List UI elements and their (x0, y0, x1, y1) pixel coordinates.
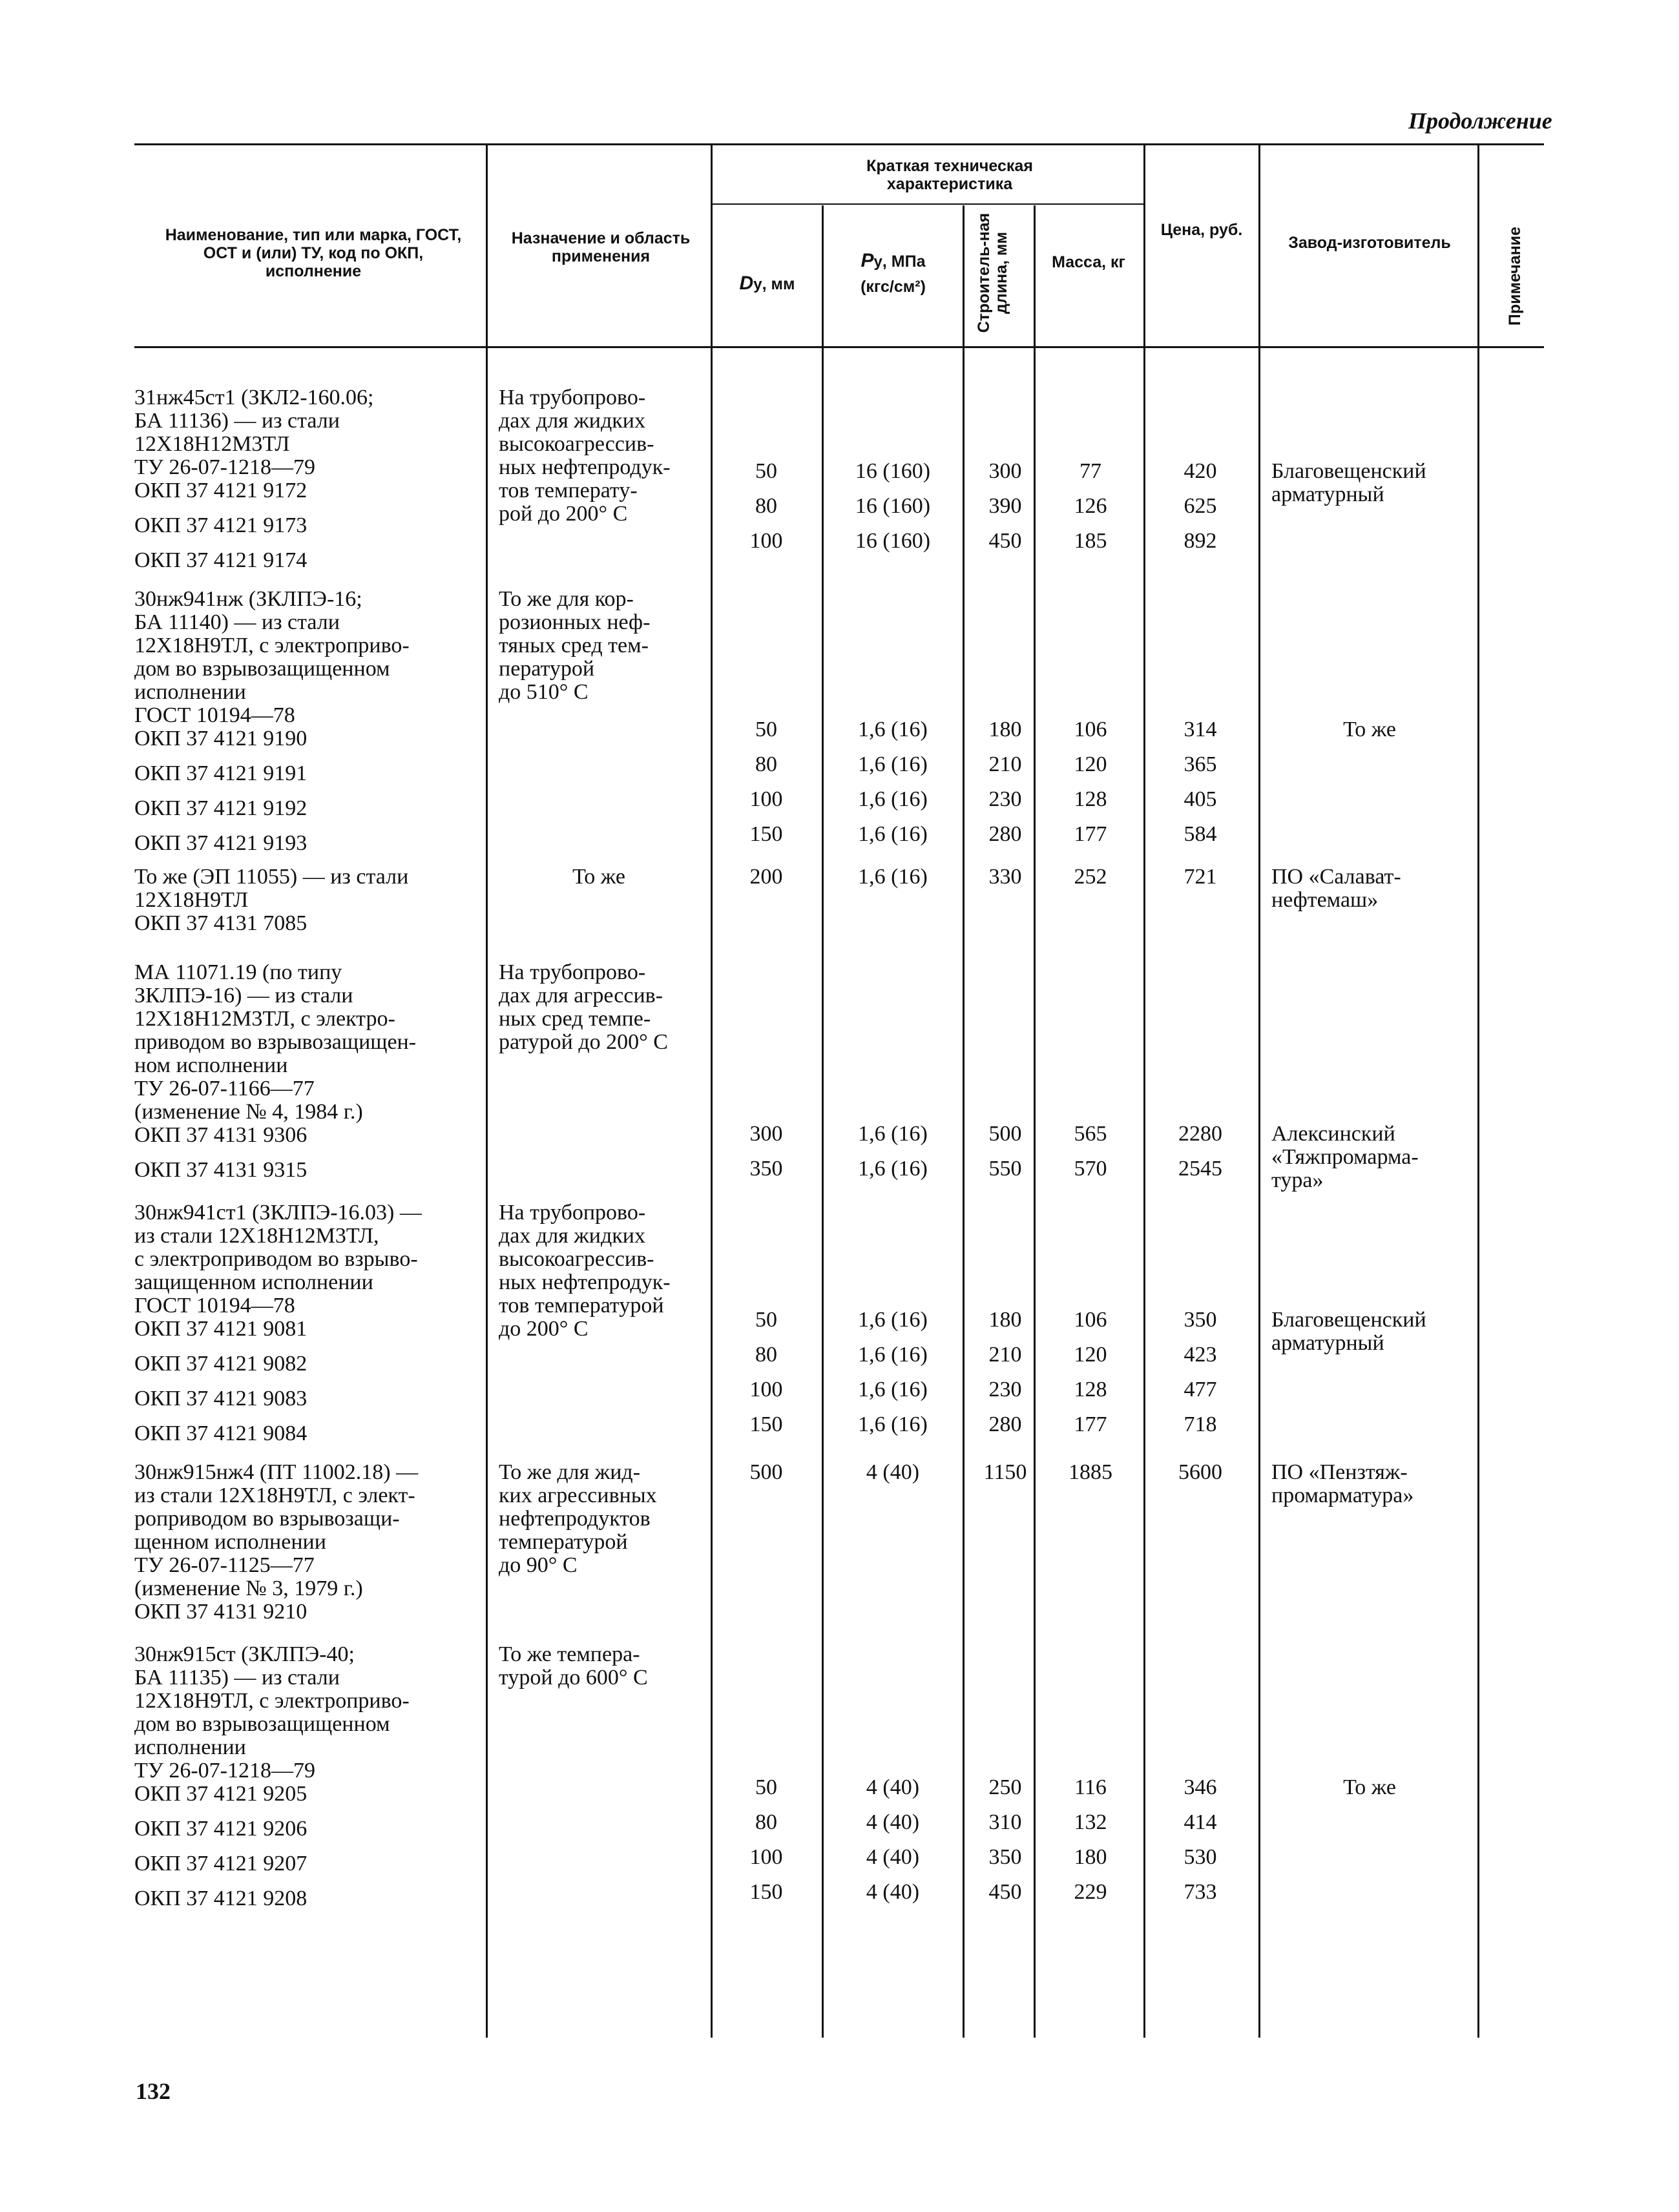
maker-line: Благовещенский (1271, 1308, 1426, 1332)
dy-value: 300 (749, 1122, 783, 1146)
item-name-line: ТУ 26-07-1218—79 (134, 455, 315, 479)
dy-subscript: у (753, 276, 762, 293)
dy-value: 150 (749, 822, 783, 846)
purpose-line: розионных неф- (499, 610, 651, 634)
py-value: 16 (160) (855, 494, 931, 518)
purpose-line: высокоагрессив- (499, 432, 654, 456)
item-name-line: 12Х18Н9ТЛ, с электроприво- (134, 634, 410, 657)
py-value: 1,6 (16) (858, 822, 928, 846)
item-name-line: БА 11140) — из стали (134, 610, 340, 634)
price-value: 2545 (1178, 1157, 1222, 1181)
length-value: 230 (988, 1378, 1022, 1401)
price-value: 405 (1184, 787, 1217, 811)
col-divider (711, 145, 713, 2038)
length-value: 230 (988, 787, 1022, 811)
item-name-line: приводом во взрывозащищен- (134, 1030, 417, 1054)
dy-value: 50 (755, 1775, 777, 1799)
py-value: 1,6 (16) (858, 1378, 928, 1401)
okp-code: ОКП 37 4121 9206 (134, 1817, 308, 1841)
length-value: 330 (988, 865, 1022, 889)
header-price: Цена, руб. (1160, 221, 1243, 239)
length-value: 310 (988, 1810, 1022, 1834)
subheader-rule (711, 203, 1143, 205)
dy-symbol: D (739, 273, 754, 294)
price-value: 346 (1184, 1775, 1217, 1799)
py-value: 16 (160) (855, 459, 931, 483)
length-value: 500 (988, 1122, 1022, 1146)
purpose-line: нефтепродуктов (499, 1507, 651, 1531)
item-name-line: 12Х18Н9ТЛ (134, 888, 249, 912)
length-value: 280 (988, 1412, 1022, 1436)
okp-code: ОКП 37 4121 9081 (134, 1317, 308, 1341)
purpose-line: высокоагрессив- (499, 1247, 654, 1271)
py-value: 4 (40) (866, 1810, 920, 1834)
py-unit: , МПа (882, 253, 926, 271)
dy-value: 100 (749, 529, 783, 553)
item-name-line: 31нж45ст1 (ЗКЛ2-160.06; (134, 386, 374, 409)
purpose-line: турой до 600° С (499, 1666, 648, 1690)
okp-code: ОКП 37 4121 9083 (134, 1387, 308, 1411)
purpose-line: То же для жид- (499, 1460, 641, 1484)
maker-line: Благовещенский (1271, 459, 1426, 483)
mass-value: 77 (1079, 459, 1101, 483)
okp-code: ОКП 37 4131 9315 (134, 1158, 308, 1182)
length-value: 390 (988, 494, 1022, 518)
item-name-line: с электроприводом во взрыво- (134, 1247, 418, 1271)
item-name-line: 12Х18Н9ТЛ, с электроприво- (134, 1689, 410, 1713)
price-value: 423 (1184, 1343, 1217, 1367)
maker-line: промарматура» (1271, 1483, 1414, 1507)
mass-value: 126 (1074, 494, 1107, 518)
mass-value: 120 (1074, 752, 1107, 776)
length-value: 250 (988, 1775, 1022, 1799)
maker-line: тура» (1271, 1168, 1324, 1192)
purpose-line: до 510° С (499, 680, 589, 704)
length-value: 210 (988, 1343, 1022, 1367)
item-name-line: роприводом во взрывозащи- (134, 1507, 400, 1531)
mass-value: 132 (1074, 1810, 1107, 1834)
price-value: 420 (1184, 459, 1217, 483)
header-bottom-rule (134, 346, 1544, 348)
okp-code: ОКП 37 4121 9208 (134, 1886, 308, 1910)
dy-value: 100 (749, 1378, 783, 1401)
item-name-line: ЗКЛПЭ-16) — из стали (134, 984, 353, 1008)
py-value: 1,6 (16) (858, 718, 928, 741)
okp-code: ОКП 37 4131 9306 (134, 1123, 308, 1147)
okp-code: ОКП 37 4121 9084 (134, 1421, 308, 1445)
okp-code: ОКП 37 4121 9193 (134, 831, 308, 855)
dy-value: 200 (749, 865, 783, 889)
price-value: 584 (1184, 822, 1217, 846)
maker-line: арматурный (1271, 1331, 1384, 1355)
purpose-line: То же для кор- (499, 587, 634, 611)
py-value: 1,6 (16) (858, 1343, 928, 1367)
item-name-line: 12Х18Н12М3ТЛ (134, 432, 290, 456)
mass-value: 116 (1074, 1775, 1107, 1799)
dy-value: 350 (749, 1157, 783, 1181)
length-value: 180 (988, 718, 1022, 741)
length-value: 210 (988, 752, 1022, 776)
py-value: 16 (160) (855, 529, 931, 553)
price-value: 314 (1184, 718, 1217, 741)
purpose-line: ных нефтепродук- (499, 1270, 671, 1294)
py-value: 4 (40) (866, 1880, 920, 1904)
dy-value: 50 (755, 1308, 777, 1332)
okp-code: ОКП 37 4121 9173 (134, 513, 308, 537)
purpose-line: рой до 200° С (499, 502, 628, 526)
py-value: 1,6 (16) (858, 865, 928, 889)
item-name-line: дом во взрывозащищенном (134, 1712, 390, 1736)
length-value: 280 (988, 822, 1022, 846)
py-value: 4 (40) (866, 1775, 920, 1799)
py-value: 1,6 (16) (858, 752, 928, 776)
dy-value: 100 (749, 787, 783, 811)
item-name-line: ГОСТ 10194—78 (134, 1294, 295, 1318)
py-symbol: P (860, 250, 874, 271)
mass-value: 177 (1074, 1412, 1107, 1436)
mass-value: 106 (1074, 718, 1107, 741)
purpose-line: пературой (499, 657, 595, 681)
header-py (827, 252, 959, 296)
col-divider (1143, 145, 1145, 2038)
header-brief: Краткая техническая характеристика (866, 157, 1033, 193)
py-value: 1,6 (16) (858, 1308, 928, 1332)
item-name-line: защищенном исполнении (134, 1270, 373, 1294)
okp-code: ОКП 37 4121 9172 (134, 479, 308, 502)
purpose-line: То же (572, 865, 625, 889)
purpose-line: тяных сред тем- (499, 634, 649, 657)
dy-value: 500 (749, 1460, 783, 1484)
dy-value: 50 (755, 459, 777, 483)
purpose-line: ных нефтепродук- (499, 455, 671, 479)
header-dy (717, 274, 817, 294)
header-name: Наименование, тип или марка, ГОСТ, ОСТ и (или) ТУ, код по ОКП, исполнение (165, 226, 462, 280)
item-name-line: ОКП 37 4131 9210 (134, 1600, 308, 1624)
dy-value: 80 (755, 752, 777, 776)
item-name-line: (изменение № 3, 1979 г.) (134, 1576, 363, 1600)
purpose-line: до 200° С (499, 1317, 589, 1341)
py-value: 1,6 (16) (858, 1157, 928, 1181)
dy-value: 150 (749, 1880, 783, 1904)
item-name-line: из стали 12Х18Н12М3ТЛ, (134, 1224, 379, 1248)
py-value: 1,6 (16) (858, 1122, 928, 1146)
mass-value: 177 (1074, 822, 1107, 846)
okp-code: ОКП 37 4121 9190 (134, 727, 308, 750)
price-value: 721 (1184, 865, 1217, 889)
item-name-line: ОКП 37 4131 7085 (134, 911, 308, 935)
price-value: 5600 (1178, 1460, 1222, 1484)
continuation-label: Продолжение (1408, 108, 1552, 134)
purpose-line: дах для жидких (499, 409, 645, 433)
okp-code: ОКП 37 4121 9082 (134, 1352, 308, 1376)
item-name-line: 30нж915нж4 (ПТ 11002.18) — (134, 1460, 419, 1484)
col-divider (1258, 145, 1260, 2038)
mass-value: 106 (1074, 1308, 1107, 1332)
dy-value: 80 (755, 494, 777, 518)
mass-value: 565 (1074, 1122, 1107, 1146)
maker-line: То же (1343, 718, 1396, 741)
item-name-line: БА 11136) — из стали (134, 409, 340, 433)
maker-line: «Тяжпромарма- (1271, 1145, 1419, 1169)
length-value: 1150 (983, 1460, 1027, 1484)
header-mass: Масса, кг (1052, 253, 1125, 271)
dy-unit: , мм (762, 275, 795, 293)
item-name-line: щенном исполнении (134, 1530, 326, 1554)
mass-value: 1885 (1069, 1460, 1112, 1484)
price-value: 530 (1184, 1845, 1217, 1869)
header-length: Строитель-ная длина, мм (975, 212, 1010, 333)
py-value: 1,6 (16) (858, 787, 928, 811)
mass-value: 252 (1074, 865, 1107, 889)
mass-value: 180 (1074, 1845, 1107, 1869)
purpose-line: На трубопрово- (499, 386, 646, 409)
maker-line: нефтемаш» (1271, 888, 1379, 912)
length-value: 180 (988, 1308, 1022, 1332)
length-value: 350 (988, 1845, 1022, 1869)
col-divider (1477, 145, 1479, 2038)
item-name-line: 30нж915ст (ЗКЛПЭ-40; (134, 1642, 355, 1666)
mass-value: 128 (1074, 1378, 1107, 1401)
item-name-line: исполнении (134, 680, 246, 704)
py-value: 4 (40) (866, 1845, 920, 1869)
item-name-line: 30нж941ст1 (ЗКЛПЭ-16.03) — (134, 1201, 422, 1225)
mass-value: 128 (1074, 787, 1107, 811)
okp-code: ОКП 37 4121 9207 (134, 1852, 308, 1876)
price-value: 718 (1184, 1412, 1217, 1436)
item-name-line: дом во взрывозащищенном (134, 657, 390, 681)
okp-code: ОКП 37 4121 9192 (134, 796, 308, 820)
price-value: 2280 (1178, 1122, 1222, 1146)
price-value: 733 (1184, 1880, 1217, 1904)
purpose-line: ных сред темпе- (499, 1007, 651, 1031)
length-value: 550 (988, 1157, 1022, 1181)
purpose-line: тов температурой (499, 1294, 664, 1318)
maker-line: Алексинский (1271, 1122, 1395, 1146)
item-name-line: ТУ 26-07-1125—77 (134, 1553, 315, 1577)
col-divider (486, 145, 488, 2038)
purpose-line: ратурой до 200° С (499, 1030, 668, 1054)
py-subscript: у (873, 253, 882, 271)
item-name-line: 30нж941нж (ЗКЛПЭ-16; (134, 587, 362, 611)
price-value: 350 (1184, 1308, 1217, 1332)
maker-line: То же (1343, 1775, 1396, 1799)
py-unit-alt: (кгс/см²) (860, 278, 926, 296)
dy-value: 100 (749, 1845, 783, 1869)
item-name-line: 12Х18Н12М3ТЛ, с электро- (134, 1007, 395, 1031)
price-value: 477 (1184, 1378, 1217, 1401)
dy-value: 50 (755, 718, 777, 741)
okp-code: ОКП 37 4121 9174 (134, 548, 308, 572)
price-value: 892 (1184, 529, 1217, 553)
header-note: Примечание (1506, 226, 1524, 326)
py-value: 1,6 (16) (858, 1412, 928, 1436)
purpose-line: На трубопрово- (499, 1201, 646, 1225)
purpose-line: дах для агрессив- (499, 984, 663, 1008)
price-value: 625 (1184, 494, 1217, 518)
mass-value: 570 (1074, 1157, 1107, 1181)
length-value: 450 (988, 529, 1022, 553)
item-name-line: ГОСТ 10194—78 (134, 703, 295, 727)
item-name-line: МА 11071.19 (по типу (134, 960, 342, 984)
header-purpose: Назначение и область применения (511, 229, 691, 265)
purpose-line: ких агрессивных (499, 1483, 657, 1507)
price-value: 414 (1184, 1810, 1217, 1834)
purpose-line: То же темпера- (499, 1642, 640, 1666)
dy-value: 80 (755, 1810, 777, 1834)
page-number: 132 (136, 2078, 171, 2104)
item-name-line: ном исполнении (134, 1053, 288, 1077)
dy-value: 80 (755, 1343, 777, 1367)
maker-line: арматурный (1271, 482, 1384, 506)
price-value: 365 (1184, 752, 1217, 776)
item-name-line: То же (ЭП 11055) — из стали (134, 865, 409, 889)
purpose-line: температурой (499, 1530, 628, 1554)
mass-value: 229 (1074, 1880, 1107, 1904)
py-value: 4 (40) (866, 1460, 920, 1484)
mass-value: 120 (1074, 1343, 1107, 1367)
purpose-line: до 90° С (499, 1553, 578, 1577)
mass-value: 185 (1074, 529, 1107, 553)
dy-value: 150 (749, 1412, 783, 1436)
item-name-line: (изменение № 4, 1984 г.) (134, 1100, 363, 1124)
length-value: 450 (988, 1880, 1022, 1904)
purpose-line: На трубопрово- (499, 960, 646, 984)
header-maker: Завод-изготовитель (1288, 234, 1451, 252)
table-top-rule (134, 143, 1544, 145)
item-name-line: из стали 12Х18Н9ТЛ, с элект- (134, 1483, 415, 1507)
okp-code: ОКП 37 4121 9205 (134, 1782, 308, 1806)
maker-line: ПО «Пензтяж- (1271, 1460, 1408, 1484)
item-name-line: исполнении (134, 1735, 246, 1759)
item-name-line: БА 11135) — из стали (134, 1666, 340, 1690)
purpose-line: тов температу- (499, 479, 638, 502)
item-name-line: ТУ 26-07-1166—77 (134, 1077, 315, 1101)
purpose-line: дах для жидких (499, 1224, 645, 1248)
okp-code: ОКП 37 4121 9191 (134, 761, 308, 785)
length-value: 300 (988, 459, 1022, 483)
maker-line: ПО «Салават- (1271, 865, 1401, 889)
item-name-line: ТУ 26-07-1218—79 (134, 1759, 315, 1783)
